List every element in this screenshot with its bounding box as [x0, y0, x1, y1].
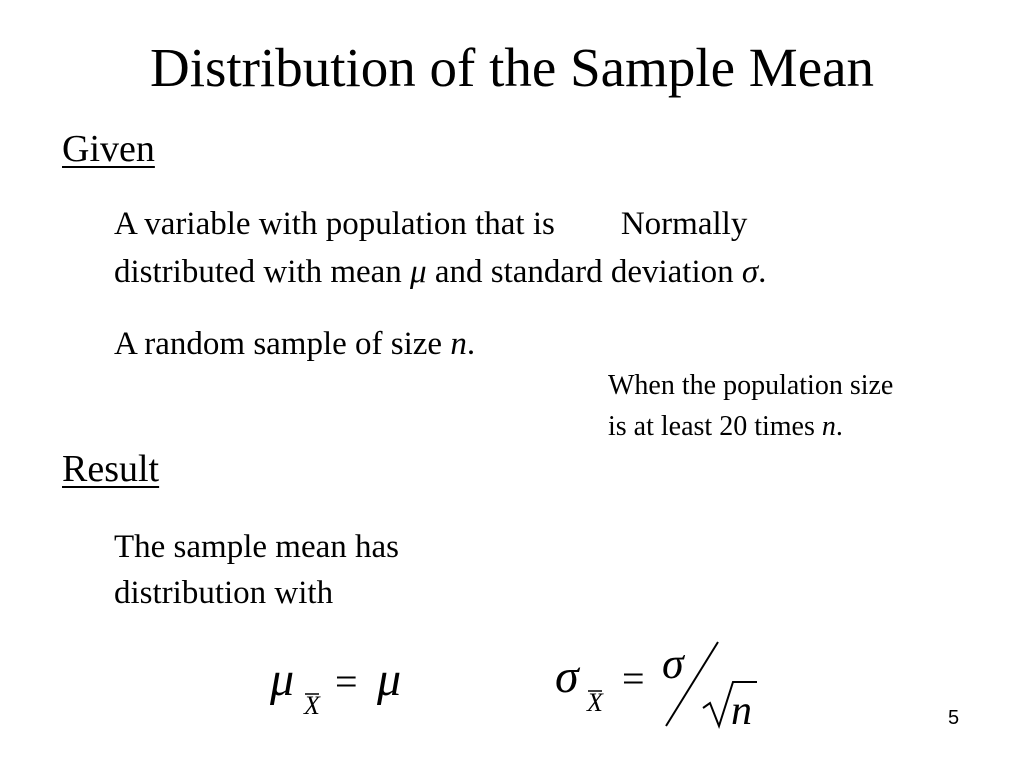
sd-formula — [545, 636, 775, 736]
slide-title: Distribution of the Sample Mean — [149, 37, 875, 98]
mean-subscript: X — [304, 691, 320, 720]
sd-numerator: σ — [662, 639, 684, 688]
given-line-2-end: . — [758, 254, 767, 290]
mean-lhs-symbol: μ — [270, 653, 295, 706]
sd-subscript: X — [587, 688, 603, 717]
note-line-2 — [608, 409, 843, 445]
given-line-2 — [114, 248, 766, 296]
note-line-2-text: is at least 20 times — [608, 411, 822, 442]
given-line-1-text: A variable with population that is — [114, 206, 555, 242]
sigma-symbol: σ — [741, 254, 759, 290]
mean-rhs-symbol: μ — [377, 653, 402, 706]
sample-size-line — [114, 320, 475, 368]
given-heading: Given — [62, 128, 155, 170]
sd-denominator: n — [731, 688, 752, 734]
slide-number: 5 — [948, 707, 960, 729]
sd-equals: = — [622, 656, 645, 701]
result-heading: Result — [62, 448, 160, 490]
given-line-2-middle: and standard deviation — [426, 254, 742, 290]
note-n: n — [821, 411, 836, 442]
sd-lhs-symbol: σ — [555, 650, 579, 703]
given-line-1 — [114, 200, 747, 248]
mean-formula — [260, 650, 430, 720]
sample-size-text: A random sample of size — [114, 326, 451, 362]
note-line-2-end: . — [835, 411, 843, 442]
mean-equals: = — [335, 659, 358, 704]
normally-word: Normally — [620, 206, 748, 242]
mu-symbol: μ — [410, 254, 427, 290]
result-line-1: The sample mean has — [114, 529, 399, 565]
result-line-2: distribution with — [114, 575, 334, 611]
note-line-1: When the population size — [608, 370, 894, 401]
given-line-2-text: distributed with mean — [114, 254, 411, 290]
sample-n: n — [450, 326, 467, 362]
sample-size-end: . — [466, 326, 476, 362]
